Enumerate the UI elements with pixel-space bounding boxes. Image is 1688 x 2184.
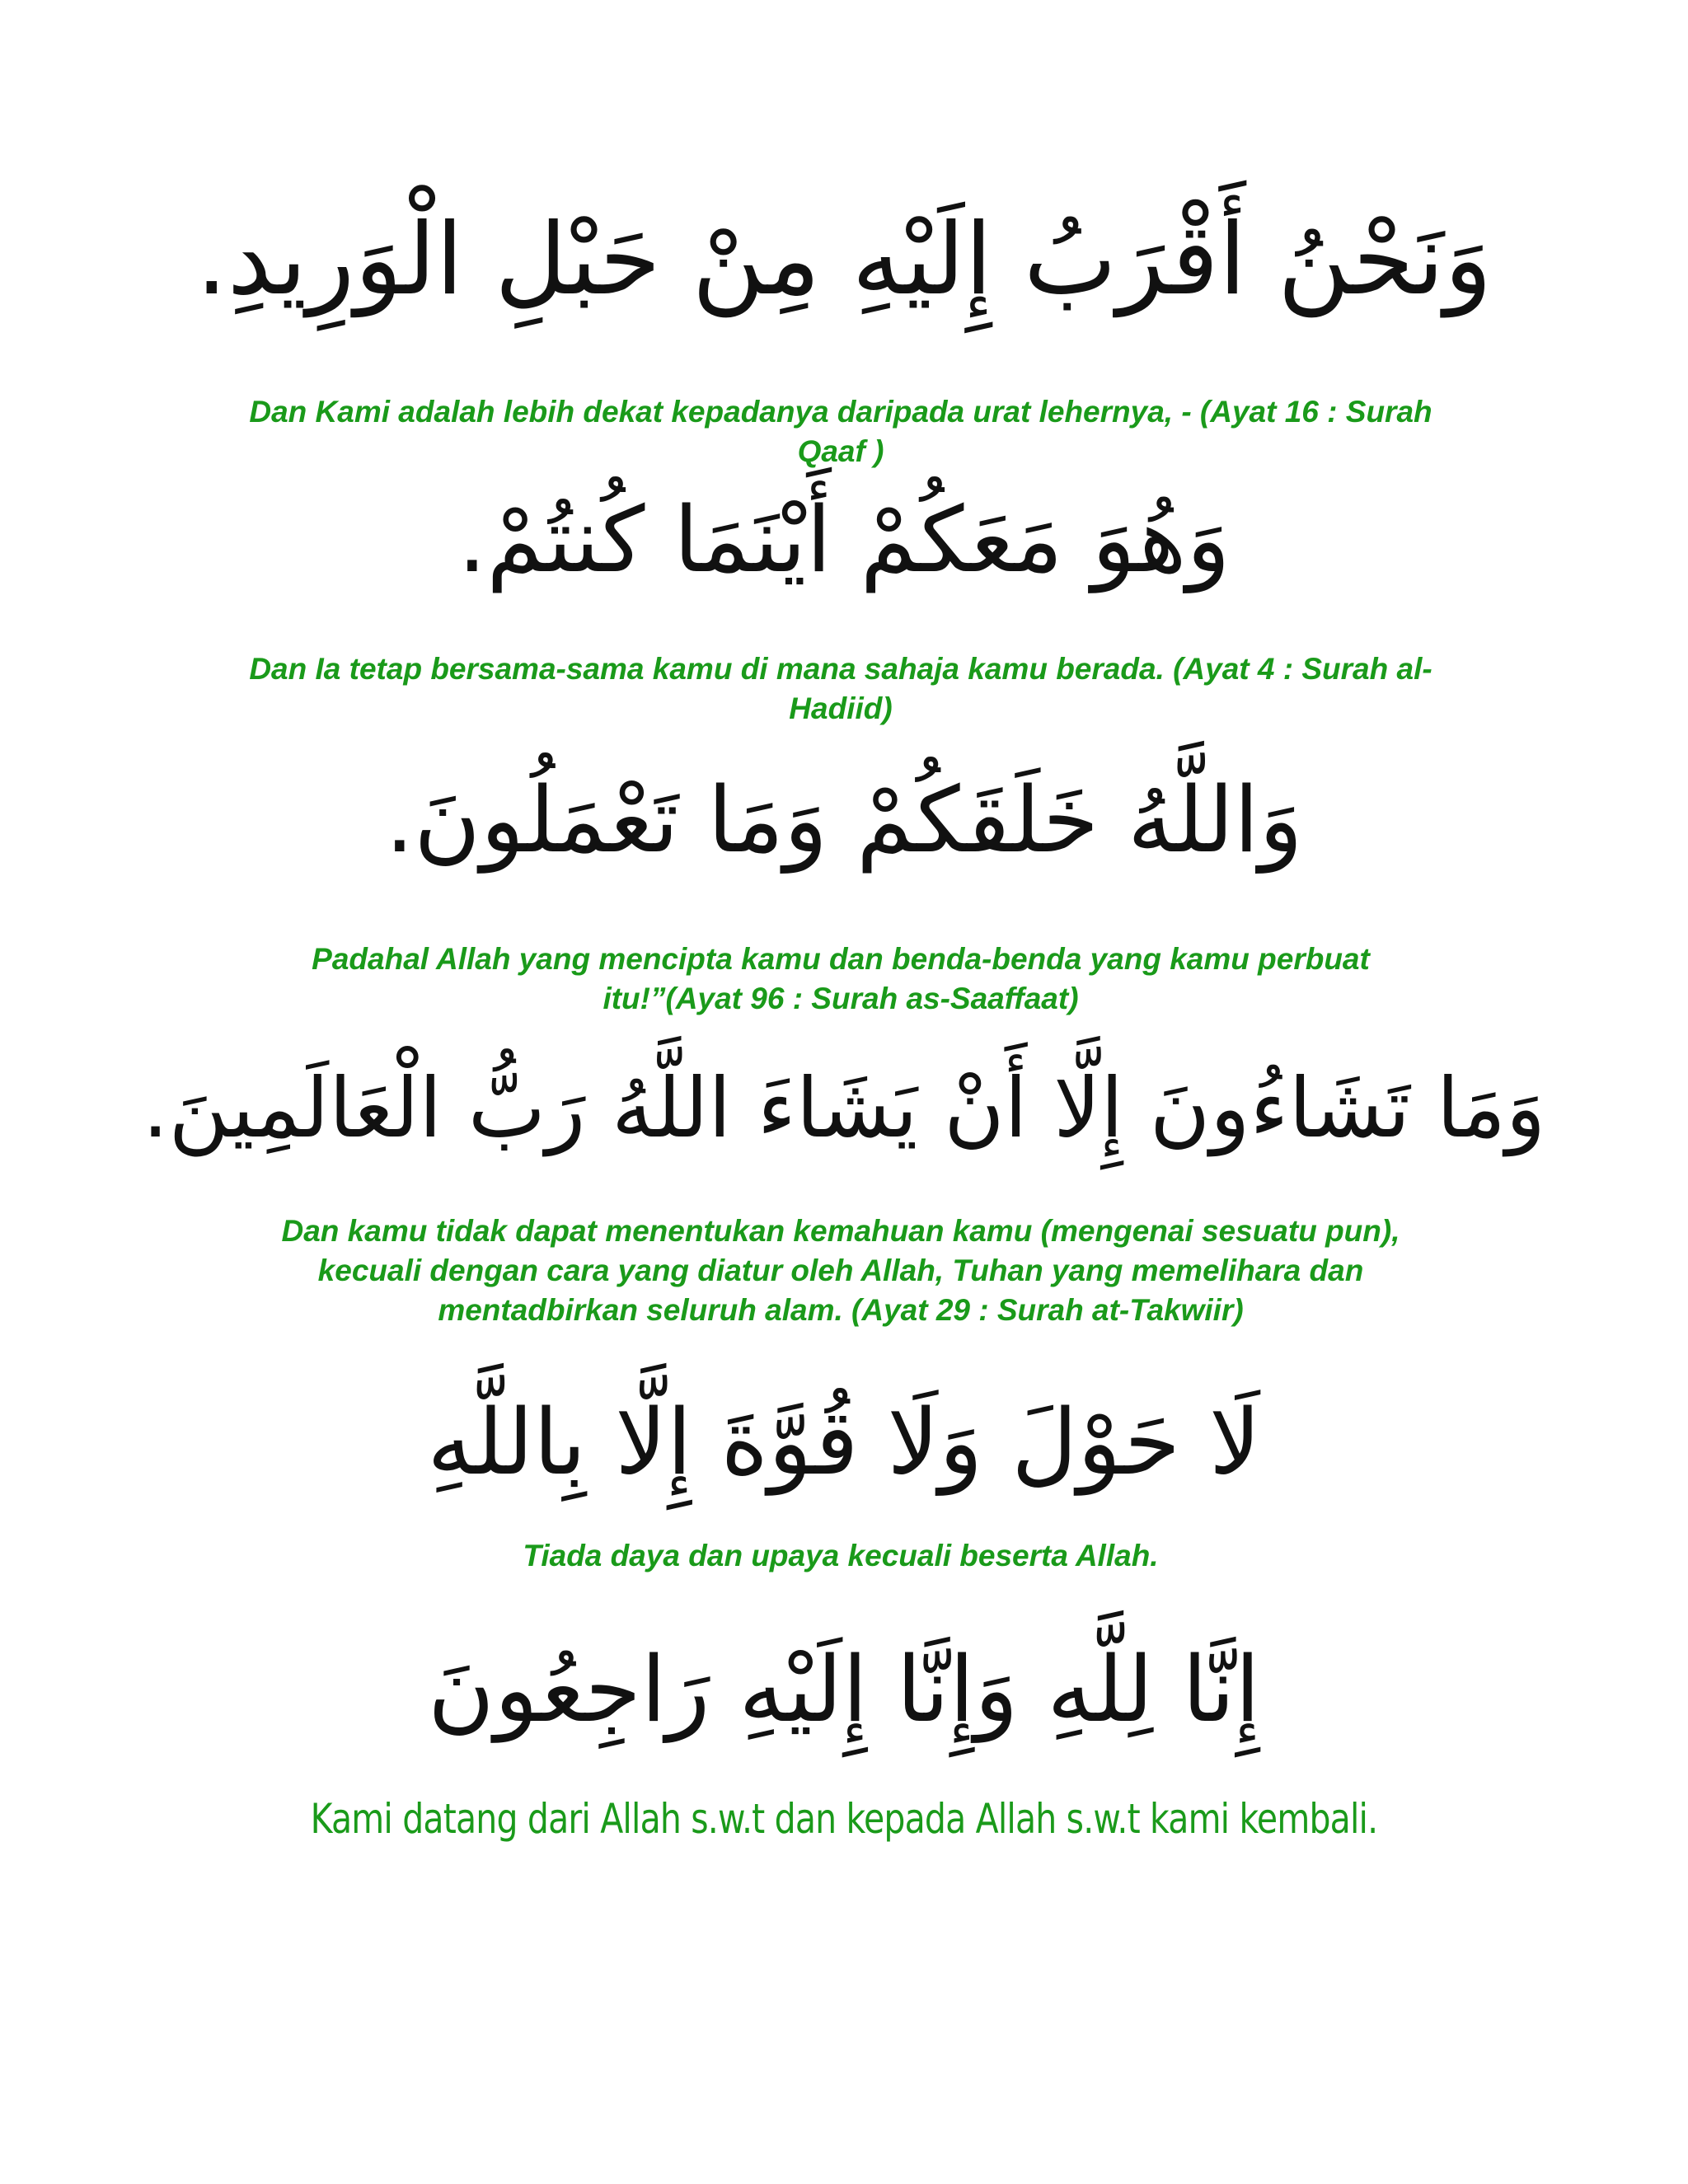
translation-line: mentadbirkan seluruh alam. (Ayat 29 : Surah at-Takwiir) [438,1293,1244,1327]
translation-verse-2 [181,649,1500,729]
arabic-verse-3: وَاللَّهُ خَلَقَكُمْ وَمَا تَعْمَلُونَ. [385,767,1303,873]
translation-line: itu!”(Ayat 96 : Surah as-Saaffaat) [603,982,1079,1015]
translation-line: Dan Kami adalah lebih dekat kepadanya daripada urat lehernya, - (Ayat 16 : Surah [249,395,1432,429]
arabic-verse-4: وَمَا تَشَاءُونَ إِلَّا أَنْ يَشَاءَ اللَّهُ رَبُّ الْعَالَمِينَ. [142,1060,1546,1156]
arabic-verse-2: وَهُوَ مَعَكُمْ أَيْنَمَا كُنتُمْ. [457,487,1231,593]
arabic-verse-6: إِنَّا لِلَّهِ وَإِنَّا إِلَيْهِ رَاجِعُونَ [428,1637,1260,1742]
translation-verse-3 [214,940,1467,1019]
translation-line: Qaaf ) [797,434,884,468]
arabic-verse-1: وَنَحْنُ أَقْرَبُ إِلَيْهِ مِنْ حَبْلِ الْوَرِيدِ. [195,203,1493,317]
translation-line: kecuali dengan cara yang diatur oleh Allah, Tuhan yang memelihara dan [317,1254,1364,1287]
translation-verse-1 [181,392,1500,471]
translation-line: Dan kamu tidak dapat menentukan kemahuan kamu (mengenai sesuatu pun), [281,1214,1400,1248]
translation-verse-5 [181,1536,1500,1576]
translation-verse-6: Kami datang dari Allah s.w.t dan kepada Allah s.w.t kami kembali. [310,1795,1378,1843]
translation-line: Hadiid) [789,691,893,725]
translation-verse-4 [181,1212,1500,1330]
translation-line: Tiada daya dan upaya kecuali beserta Allah. [523,1539,1159,1572]
translation-line: Padahal Allah yang mencipta kamu dan benda-benda yang kamu perbuat [312,942,1370,976]
arabic-verse-5: لَا حَوْلَ وَلَا قُوَّةَ إِلَّا بِاللَّهِ [427,1390,1261,1495]
translation-line: Dan Ia tetap bersama-sama kamu di mana sahaja kamu berada. (Ayat 4 : Surah al- [249,652,1432,686]
